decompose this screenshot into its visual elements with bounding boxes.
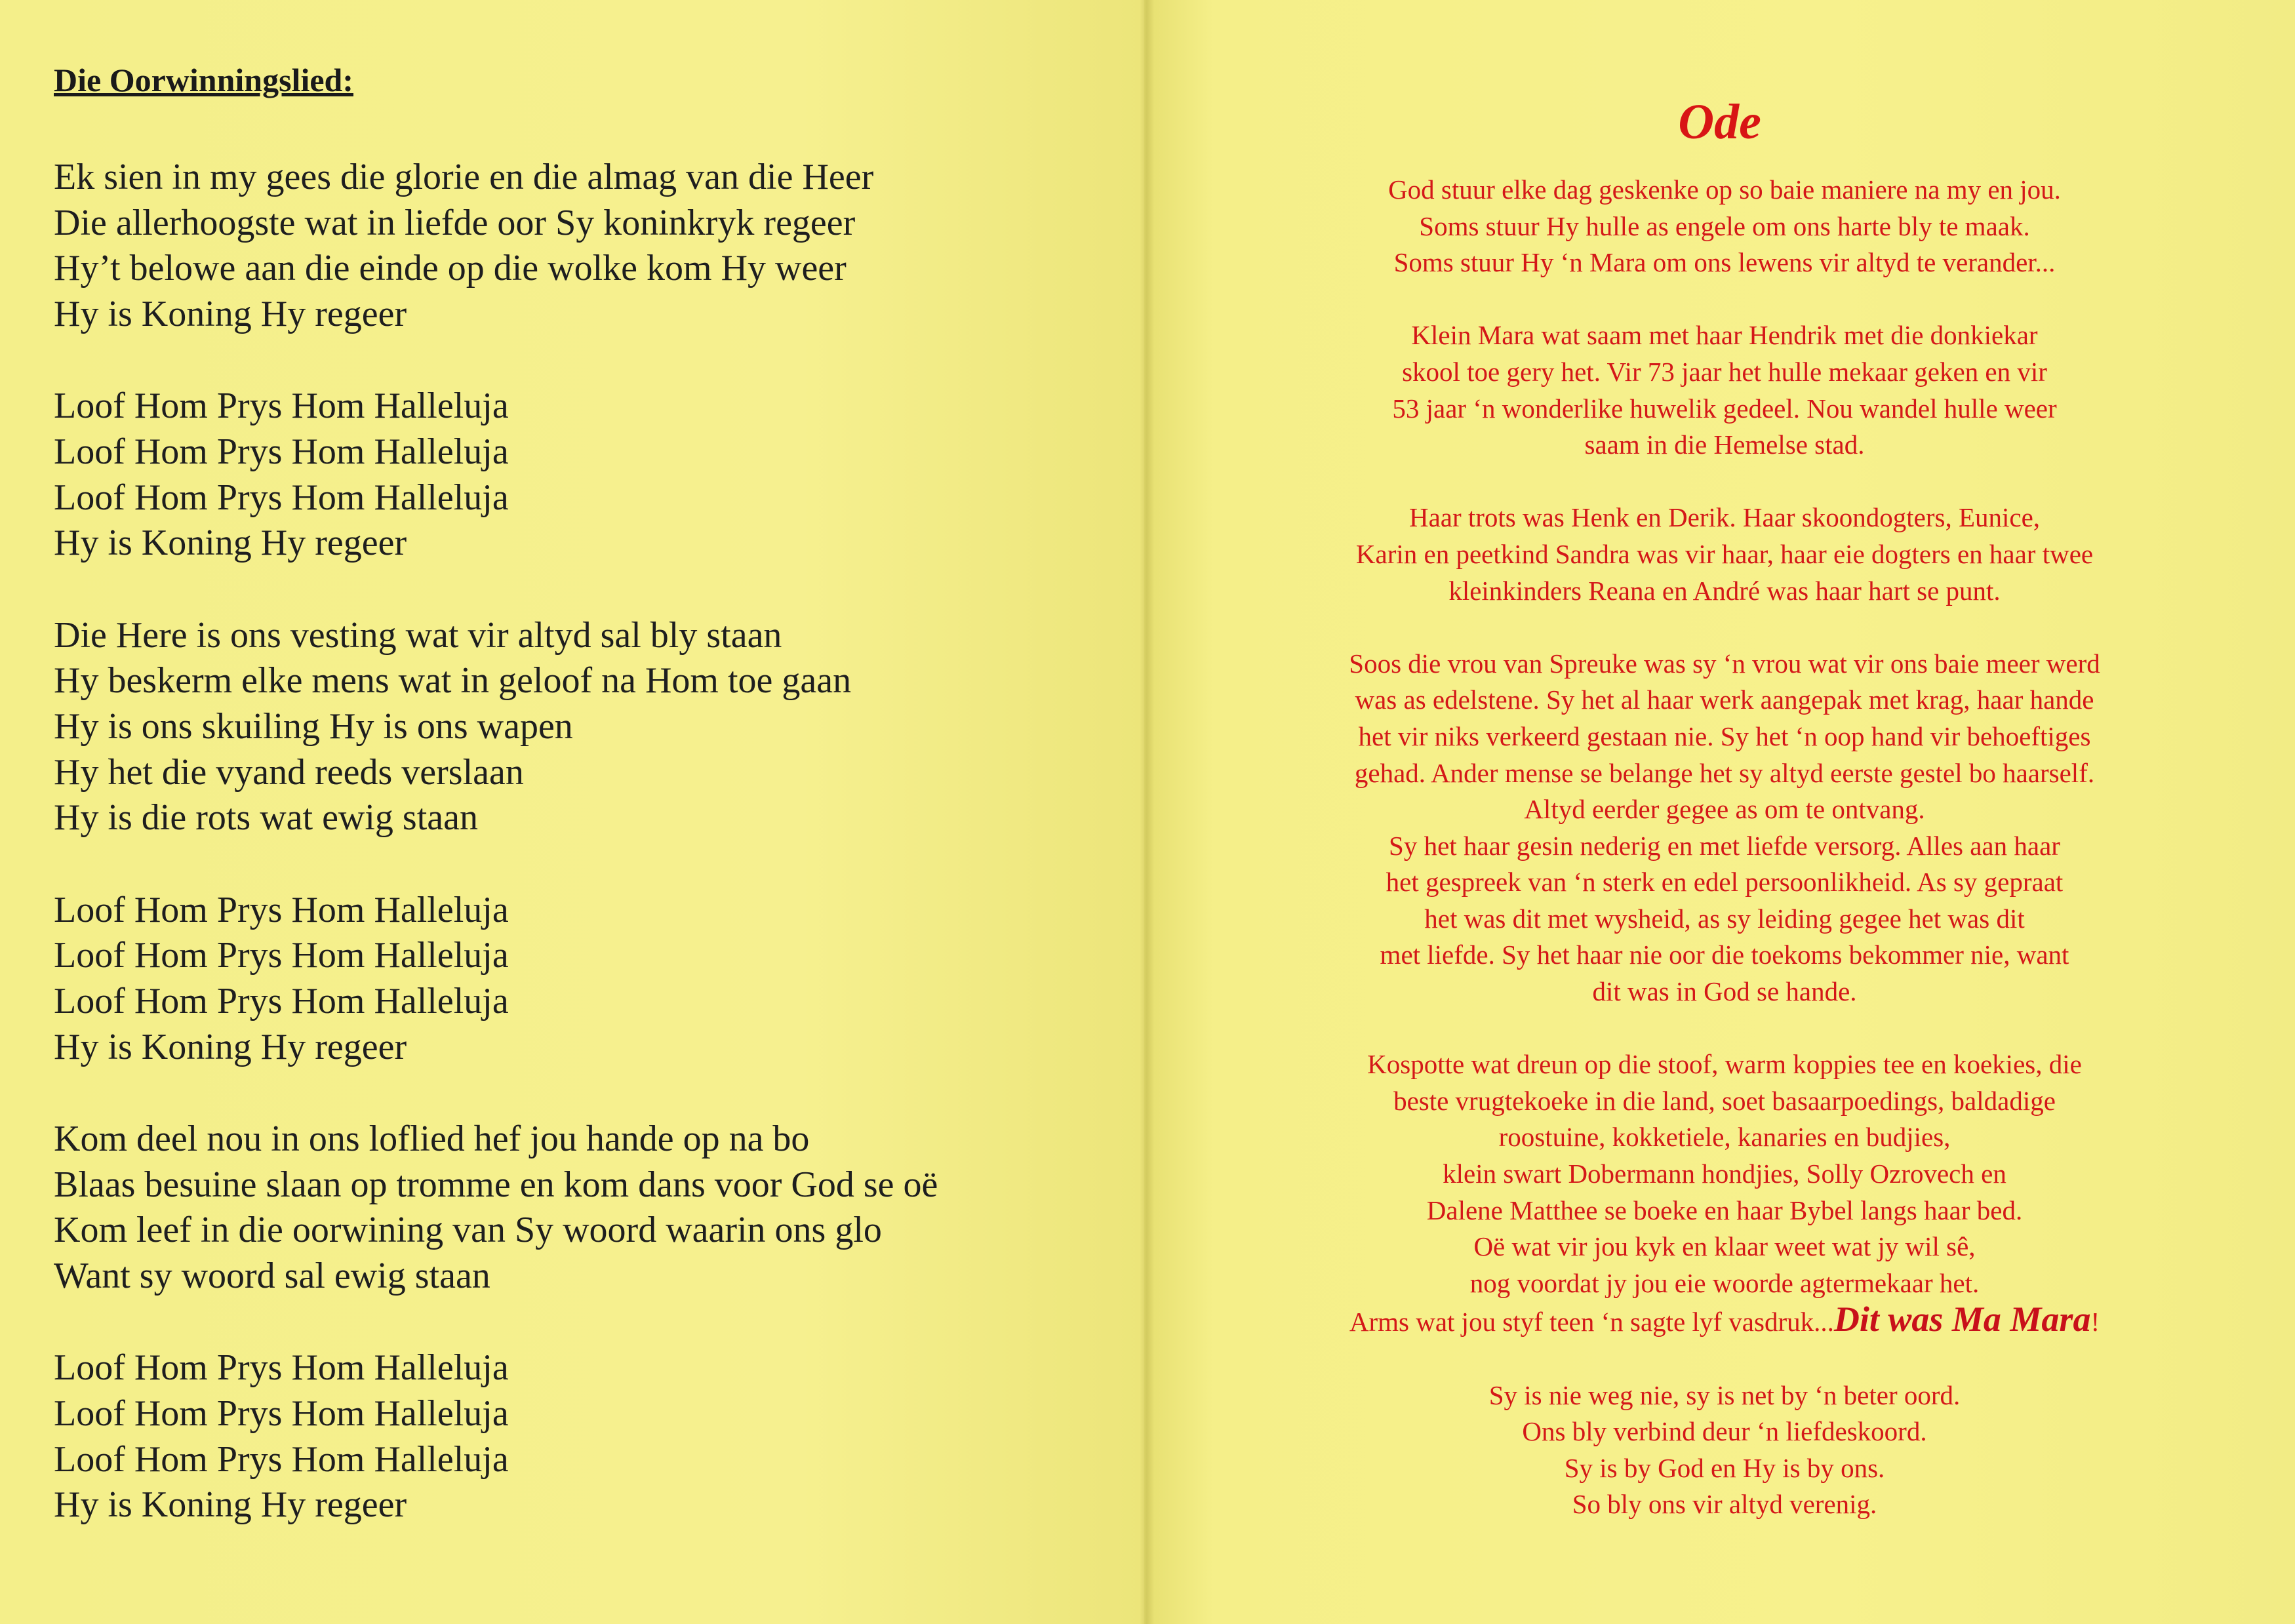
- ode-line: gehad. Ander mense se belange het sy altyd eerste gestel bo haarself.: [1354, 757, 2095, 788]
- ode-paragraph: [1233, 1046, 2216, 1341]
- ode-line: So bly ons vir altyd verenig.: [1572, 1489, 1877, 1520]
- ode-text: [1233, 172, 2216, 1560]
- ode-title: Ode: [1678, 94, 1761, 149]
- hymn-line: Hy is Koning Hy regeer: [54, 1026, 407, 1067]
- hymn-line: Hy is Koning Hy regeer: [54, 523, 407, 564]
- ode-line: Sy is by God en Hy is by ons.: [1564, 1452, 1885, 1483]
- hymn-line: Hy is Koning Hy regeer: [54, 293, 407, 334]
- hymn-line: Kom leef in die oorwining van Sy woord waarin ons glo: [54, 1210, 882, 1251]
- ode-closing-line: [1233, 1301, 2216, 1341]
- ode-line: dit was in God se hande.: [1592, 976, 1857, 1007]
- ode-line: nog voordat jy jou eie woorde agtermekaar het.: [1469, 1267, 1980, 1298]
- hymn-line: Blaas besuine slaan op tromme en kom dans voor God se oë: [54, 1164, 938, 1205]
- page-fold: [1140, 0, 1154, 1624]
- hymn-line: Hy het die vyand reeds verslaan: [54, 751, 524, 793]
- ode-line: klein swart Dobermann hondjies, Solly Ozrovech en: [1443, 1159, 2006, 1189]
- ode-line: skool toe gery het. Vir 73 jaar het hulle mekaar geken en vir: [1402, 356, 2047, 387]
- ode-line: Soms stuur Hy ‘n Mara om ons lewens vir altyd te verander...: [1393, 247, 2056, 278]
- hymn-title: Die Oorwinningslied:: [54, 62, 353, 98]
- ode-line: Soos die vrou van Spreuke was sy ‘n vrou wat vir ons baie meer werd: [1349, 648, 2100, 679]
- ode-line: Kospotte wat dreun op die stoof, warm koppies tee en koekies, die: [1367, 1049, 2082, 1080]
- ode-line: het was dit met wysheid, as sy leiding gegee het was dit: [1424, 903, 2025, 934]
- hymn-line: Kom deel nou in ons loflied hef jou hande op na bo: [54, 1119, 810, 1160]
- ode-paragraph: [1233, 317, 2216, 463]
- hymn-line: Loof Hom Prys Hom Halleluja: [54, 1393, 509, 1435]
- signoff-text: Dit was Ma Mara: [1833, 1299, 2091, 1339]
- ode-line: saam in die Hemelse stad.: [1584, 429, 1865, 460]
- ode-paragraph: [1233, 500, 2216, 609]
- hymn-lyrics: [54, 155, 1116, 1575]
- ode-line: het vir niks verkeerd gestaan nie. Sy het ‘n oop hand vir behoeftiges: [1358, 721, 2091, 751]
- hymn-line: Die Here is ons vesting wat vir altyd sal bly staan: [54, 614, 782, 656]
- ode-line: 53 jaar ‘n wonderlike huwelik gedeel. Nou wandel hulle weer: [1392, 393, 2057, 424]
- hymn-stanza: [54, 1117, 1116, 1299]
- ode-line: kleinkinders Reana en André was haar hart se punt.: [1448, 575, 2001, 606]
- ode-paragraph: [1233, 1377, 2216, 1523]
- hymn-line: Loof Hom Prys Hom Halleluja: [54, 431, 509, 472]
- hymn-stanza: [54, 613, 1116, 841]
- hymn-line: Ek sien in my gees die glorie en die almag van die Heer: [54, 157, 874, 197]
- hymn-stanza: [54, 155, 1116, 337]
- signoff-exclamation: !: [2090, 1307, 2100, 1337]
- ode-line: beste vrugtekoeke in die land, soet basaarpoedings, baldadige: [1393, 1085, 2056, 1116]
- hymn-line: Hy is Koning Hy regeer: [54, 1484, 407, 1526]
- hymn-line: Hy is ons skuiling Hy is ons wapen: [54, 705, 573, 747]
- hymn-line: Loof Hom Prys Hom Halleluja: [54, 889, 509, 930]
- ode-line: het gespreek van ‘n sterk en edel persoonlikheid. As sy gepraat: [1386, 867, 2064, 898]
- ode-line: Altyd eerder gegee as om te ontvang.: [1524, 794, 1925, 825]
- hymn-line: Loof Hom Prys Hom Halleluja: [54, 386, 509, 427]
- hymn-line: Hy is die rots wat ewig staan: [54, 797, 478, 839]
- hymn-line: Want sy woord sal ewig staan: [54, 1255, 490, 1296]
- ode-line: Dalene Matthee se boeke en haar Bybel langs haar bed.: [1426, 1195, 2023, 1225]
- ode-line: God stuur elke dag geskenke op so baie maniere na my en jou.: [1388, 174, 2061, 205]
- ode-line: was as edelstene. Sy het al haar werk aangepak met krag, haar hande: [1355, 684, 2094, 715]
- hymn-stanza: [54, 888, 1116, 1070]
- ode-line: met liefde. Sy het haar nie oor die toekoms bekommer nie, want: [1380, 940, 2069, 970]
- ode-line: Sy het haar gesin nederig en met liefde versorg. Alles aan haar: [1389, 830, 2060, 861]
- hymn-line: Hy’t belowe aan die einde op die wolke kom Hy weer: [54, 248, 847, 289]
- hymn-stanza: [54, 1345, 1116, 1528]
- ode-line: Haar trots was Henk en Derik. Haar skoondogters, Eunice,: [1408, 502, 2041, 533]
- hymn-line: Loof Hom Prys Hom Halleluja: [54, 477, 509, 518]
- ode-paragraph: [1233, 646, 2216, 1010]
- ode-closing-text: Arms wat jou styf teen ‘n sagte lyf vasdruk...: [1349, 1307, 1834, 1337]
- ode-line: Soms stuur Hy hulle as engele om ons harte bly te maak.: [1419, 210, 2030, 241]
- hymn-line: Loof Hom Prys Hom Halleluja: [54, 1347, 509, 1389]
- left-page: [0, 0, 1144, 1624]
- ode-paragraph: [1233, 172, 2216, 281]
- hymn-stanza: [54, 384, 1116, 566]
- hymn-line: Loof Hom Prys Hom Halleluja: [54, 935, 509, 976]
- hymn-line: Die allerhoogste wat in liefde oor Sy koninkryk regeer: [54, 202, 856, 243]
- ode-line: roostuine, kokketiele, kanaries en budjies,: [1498, 1122, 1951, 1153]
- hymn-line: Loof Hom Prys Hom Halleluja: [54, 1438, 509, 1480]
- ode-line: Ons bly verbind deur ‘n liefdeskoord.: [1522, 1416, 1927, 1447]
- ode-line: Sy is nie weg nie, sy is net by ‘n beter oord.: [1488, 1379, 1961, 1410]
- ode-line: Oë wat vir jou kyk en klaar weet wat jy wil sê,: [1473, 1231, 1976, 1262]
- ode-line: Karin en peetkind Sandra was vir haar, haar eie dogters en haar twee: [1355, 538, 2094, 569]
- ode-line: Klein Mara wat saam met haar Hendrik met die donkiekar: [1411, 320, 2038, 351]
- hymn-line: Hy beskerm elke mens wat in geloof na Hom toe gaan: [54, 660, 852, 702]
- hymn-line: Loof Hom Prys Hom Halleluja: [54, 980, 509, 1021]
